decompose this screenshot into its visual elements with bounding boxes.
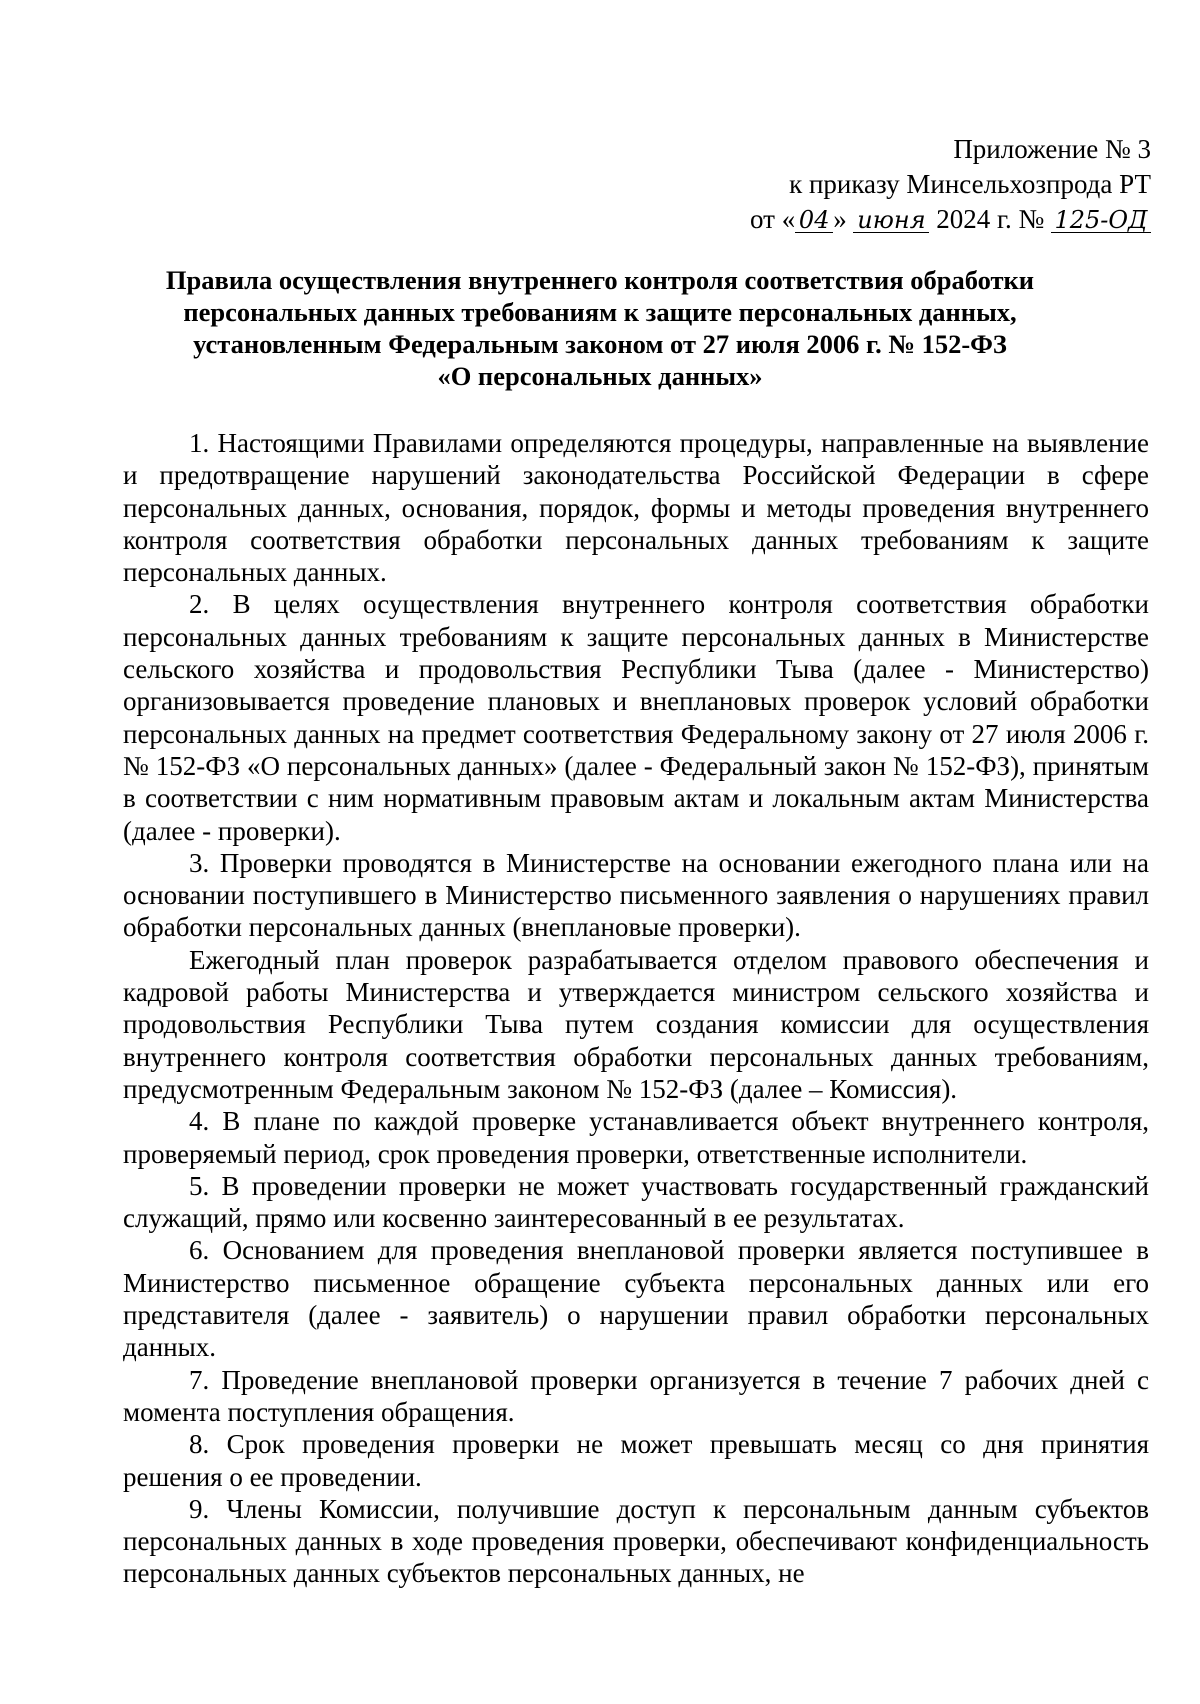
paragraph-3: 3. Проверки проводятся в Министерстве на основании ежегодного плана или на основании поступившего в Министерство письменного заявления о нарушениях правил обработки персональных данных (внеплановые проверки). [123, 847, 1149, 943]
paragraph-5: 5. В проведении проверки не может участвовать государственный гражданский служащий, прямо или косвенно заинтересованный в ее результатах. [123, 1170, 1149, 1234]
paragraph-9: 9. Члены Комиссии, получившие доступ к персональным данным субъектов персональных данных в ходе проведения проверки, обеспечивают конфиденциальность персональных данных субъектов персональных данных, не [123, 1493, 1149, 1589]
title-line-1: Правила осуществления внутреннего контроля соответствия обработки [165, 265, 1035, 295]
paragraph-1: 1. Настоящими Правилами определяются процедуры, направленные на выявление и предотвращение нарушений законодательства Российской Федерации в сфере персональных данных, основания, порядок, формы и методы проведения внутреннего контроля соответствия обработки персональных данных требованиям к защите персональных данных. [123, 428, 1149, 588]
title-line-3: установленным Федеральным законом от 27 июля 2006 г. № 152-ФЗ [193, 329, 1007, 359]
paragraph-8: 8. Срок проведения проверки не может превышать месяц со дня принятия решения о ее проведении. [123, 1429, 1149, 1492]
paragraph-3-annual-plan: Ежегодный план проверок разрабатывается отделом правового обеспечения и кадровой работы Министерства и утверждается министром сельского хозяйства и продовольствия Республики Тыва путем создания комиссии для осуществления внутреннего контроля соответствия обработки персональных данных требованиям, предусмотренным Федеральным законом № 152-ФЗ (далее – Комиссия). [123, 944, 1149, 1104]
paragraph-4: 4. В плане по каждой проверке устанавливается объект внутреннего контроля, проверяемый период, срок проведения проверки, ответственные исполнители. [123, 1106, 1149, 1169]
date-prefix: от « [750, 204, 796, 234]
paragraph-2: 2. В целях осуществления внутреннего контроля соответствия обработки персональных данных требованиям к защите персональных данных в Министерстве сельского хозяйства и продовольствия Республики Тыва (далее - Министерство) организовывается проведение плановых и внеплановых проверок условий обработки персональных данных на предмет соответствия Федеральному закону от 27 июля 2006 г. № 152-ФЗ «О персональных данных» (далее - Федеральный закон № 152-ФЗ), принятым в соответствии с ним нормативным правовым актам и локальным актам Министерства (далее - проверки). [123, 589, 1149, 846]
document-title [120, 264, 1080, 392]
handwritten-month: июня [853, 208, 929, 233]
appendix-label: Приложение № 3 [953, 134, 1151, 164]
document-body [123, 427, 1149, 1590]
paragraph-7: 7. Проведение внеплановой проверки организуется в течение 7 рабочих дней с момента поступления обращения. [123, 1364, 1149, 1427]
paragraph-6: 6. Основанием для проведения внеплановой проверки является поступившее в Министерство письменное обращение субъекта персональных данных или его представителя (далее - заявитель) о нарушении правил обработки персональных данных. [123, 1235, 1149, 1363]
date-year: 2024 г. № [936, 204, 1045, 234]
handwritten-day: 04 [795, 208, 833, 233]
order-date-line [750, 202, 1151, 237]
appendix-header [750, 132, 1151, 237]
date-mid: » [833, 204, 847, 234]
title-line-4: «О персональных данных» [437, 361, 763, 391]
title-line-2: персональных данных требованиям к защите персональных данных, [183, 297, 1017, 327]
order-reference: к приказу Минсельхозпрода РТ [789, 169, 1151, 199]
handwritten-order-number: 125-ОД [1051, 208, 1151, 233]
